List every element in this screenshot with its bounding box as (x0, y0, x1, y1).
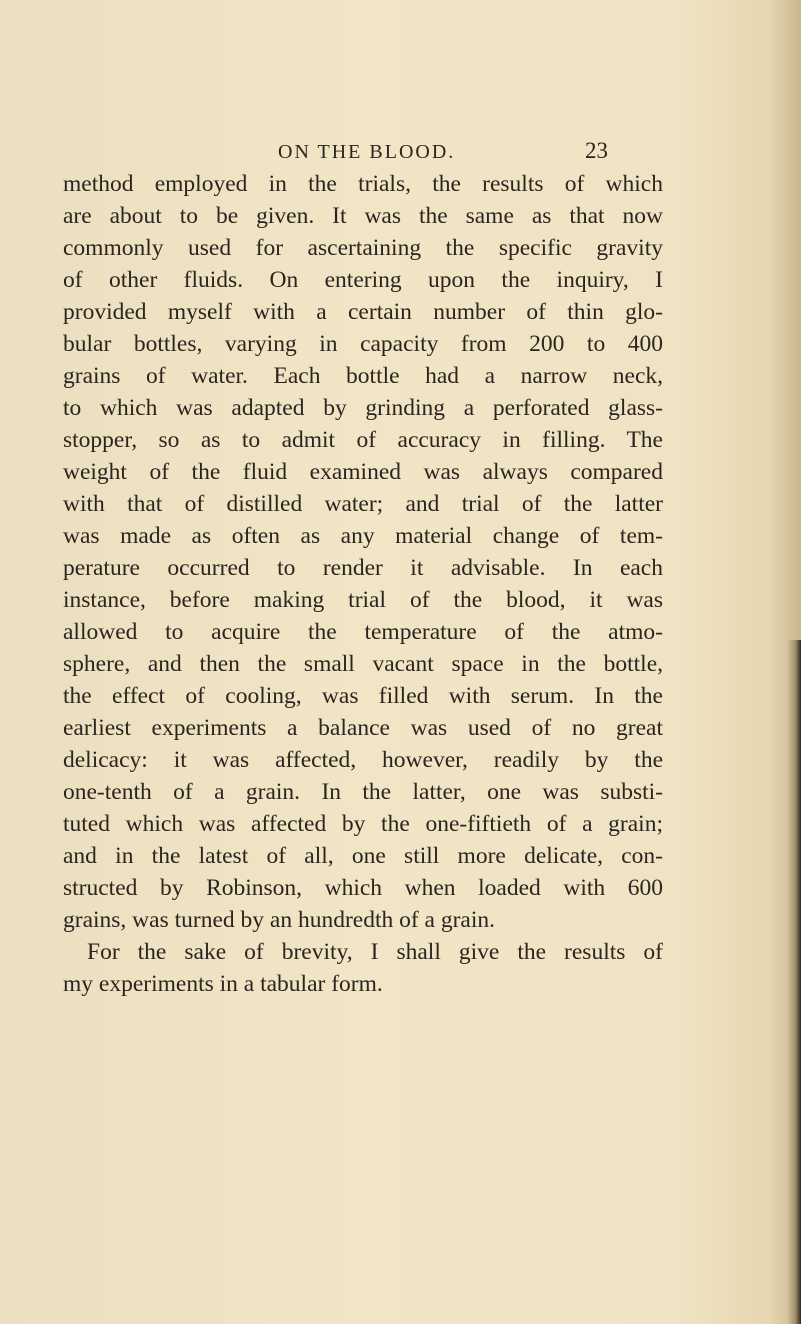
running-head (278, 138, 658, 171)
text-line: bular bottles, varying in capacity from 200 to 400 (63, 331, 663, 357)
text-line: grains of water. Each bottle had a narrow neck, (63, 363, 663, 389)
text-line: the effect of cooling, was filled with serum. In the (63, 683, 663, 709)
text-line: delicacy: it was affected, however, readily by the (63, 747, 663, 773)
text-line: structed by Robinson, which when loaded with 600 (63, 875, 663, 901)
text-line: was made as often as any material change of tem- (63, 523, 663, 549)
text-line: to which was adapted by grinding a perforated glass- (63, 395, 663, 421)
text-line: allowed to acquire the temperature of the atmo- (63, 619, 663, 645)
text-line: sphere, and then the small vacant space in the bottle, (63, 651, 663, 677)
text-line: my experiments in a tabular form. (63, 971, 383, 997)
text-line: perature occurred to render it advisable. In each (63, 555, 663, 581)
text-line: stopper, so as to admit of accuracy in filling. The (63, 427, 663, 453)
page-number: 23 (585, 138, 608, 163)
text-line: provided myself with a certain number of thin glo- (63, 299, 663, 325)
text-line: For the sake of brevity, I shall give the results of (87, 939, 663, 965)
text-line: grains, was turned by an hundredth of a grain. (63, 907, 496, 933)
body-paragraphs (63, 168, 663, 1000)
text-line: tuted which was affected by the one-fiftieth of a grain; (63, 811, 663, 837)
running-title: ON THE BLOOD. (278, 141, 456, 163)
text-line: instance, before making trial of the blood, it was (63, 587, 663, 613)
text-line: weight of the fluid examined was always compared (63, 459, 663, 485)
text-line: of other fluids. On entering upon the inquiry, I (63, 267, 663, 293)
text-line: one-tenth of a grain. In the latter, one was substi- (63, 779, 663, 805)
text-line: method employed in the trials, the results of which (63, 171, 663, 197)
text-line: with that of distilled water; and trial of the latter (63, 491, 663, 517)
text-line: earliest experiments a balance was used of no great (63, 715, 663, 741)
text-line: are about to be given. It was the same as that now (63, 203, 663, 229)
text-line: and in the latest of all, one still more delicate, con- (63, 843, 663, 869)
text-line: commonly used for ascertaining the specific gravity (63, 235, 663, 261)
page-edge-shadow (787, 640, 801, 1324)
